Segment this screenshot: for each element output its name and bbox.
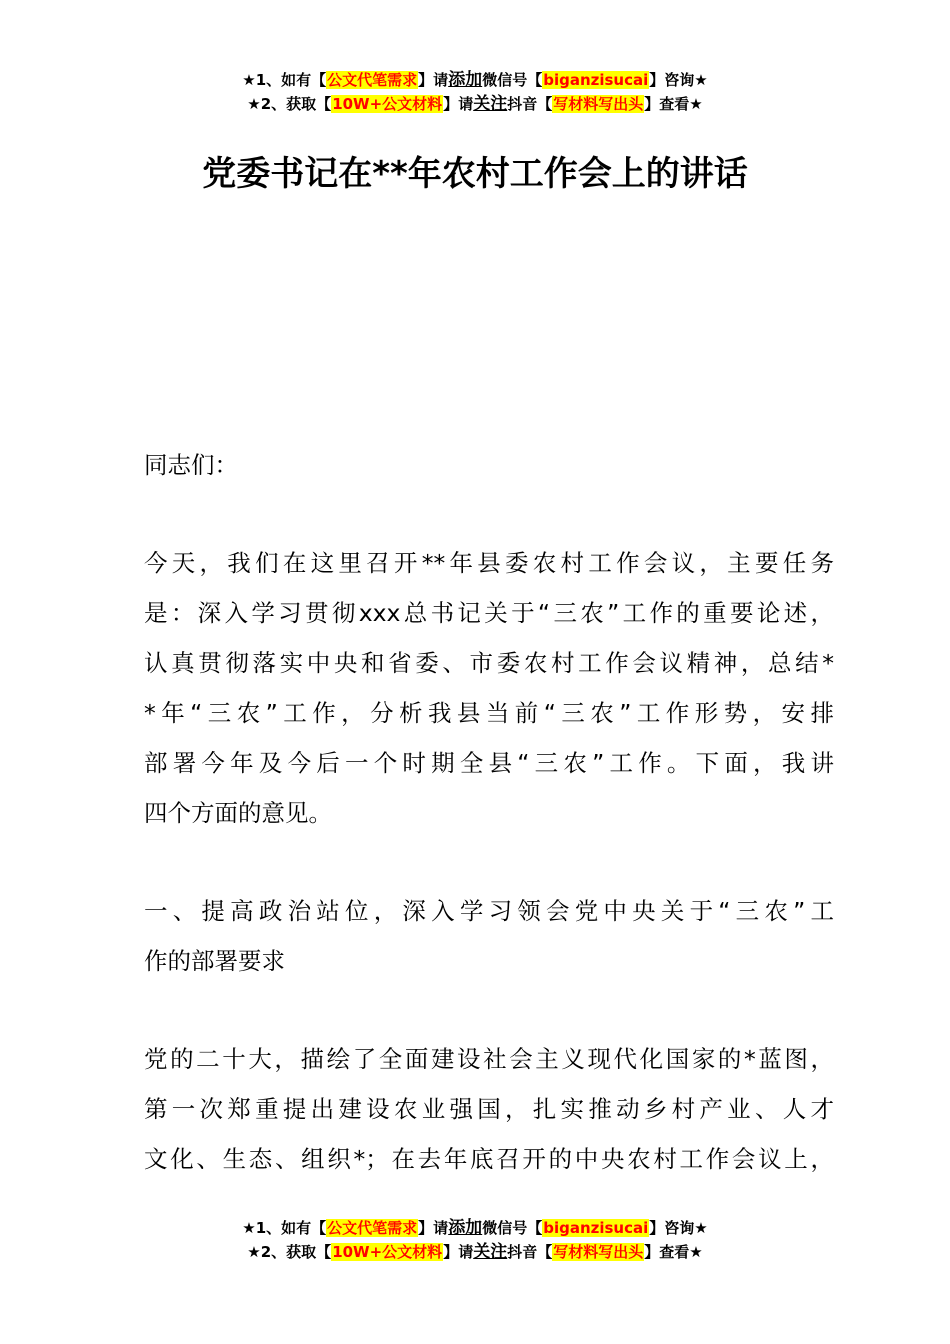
paragraph-line: 是：深入学习贯彻xxx总书记关于“三农”工作的重要论述， xyxy=(144,599,834,627)
header-banner xyxy=(0,68,950,116)
banner-text: 】查看★ xyxy=(644,1243,703,1261)
banner-text: ★2、获取【 xyxy=(247,95,332,113)
paragraph-line: 今天，我们在这里召开**年县委农村工作会议，主要任务 xyxy=(144,549,834,577)
banner-highlight: 公文代笔需求 xyxy=(327,71,418,89)
banner-text: 】查看★ xyxy=(644,95,703,113)
banner-text: 抖音【 xyxy=(507,1243,553,1261)
banner-emphasis: 添加 xyxy=(448,1218,483,1238)
footer-banner xyxy=(0,1216,950,1264)
banner-line-1 xyxy=(0,68,950,92)
paragraph-line: 党的二十大，描绘了全面建设社会主义现代化国家的*蓝图， xyxy=(144,1045,834,1073)
banner-emphasis: 关注 xyxy=(473,94,508,114)
section-heading-1 xyxy=(144,886,834,986)
banner-emphasis: 添加 xyxy=(448,70,483,90)
banner-highlight: biganzisucai xyxy=(543,1219,649,1237)
banner-highlight: 公文代笔需求 xyxy=(327,1219,418,1237)
banner-highlight: 10W+公文材料 xyxy=(332,95,443,113)
banner-highlight: 写材料写出头 xyxy=(553,1243,644,1261)
banner-text: 微信号【 xyxy=(482,1219,543,1237)
paragraph-line: 四个方面的意见。 xyxy=(144,799,332,827)
heading-line: 作的部署要求 xyxy=(144,947,285,975)
banner-text: 抖音【 xyxy=(507,95,553,113)
greeting-line: 同志们： xyxy=(144,451,238,479)
banner-highlight: 写材料写出头 xyxy=(553,95,644,113)
banner-text: 微信号【 xyxy=(482,71,543,89)
banner-text: 】请 xyxy=(418,71,449,89)
document-title: 党委书记在**年农村工作会上的讲话 xyxy=(202,154,748,194)
heading-line: 一、提高政治站位，深入学习领会党中央关于“三农”工 xyxy=(144,897,834,925)
banner-text: ★1、如有【 xyxy=(242,1219,327,1237)
paragraph-line: 文化、生态、组织*；在去年底召开的中央农村工作会议上， xyxy=(144,1145,834,1173)
banner-text: 】请 xyxy=(443,95,474,113)
banner-text: 】咨询★ xyxy=(649,1219,708,1237)
banner-text: ★1、如有【 xyxy=(242,71,327,89)
banner-text: ★2、获取【 xyxy=(247,1243,332,1261)
banner-line-2 xyxy=(0,1240,950,1264)
paragraph-section-1 xyxy=(144,1034,834,1184)
banner-text: 】请 xyxy=(418,1219,449,1237)
paragraph-line: 认真贯彻落实中央和省委、市委农村工作会议精神，总结* xyxy=(144,649,834,677)
greeting xyxy=(144,440,834,490)
banner-text: 】请 xyxy=(443,1243,474,1261)
paragraph-line: 第一次郑重提出建设农业强国，扎实推动乡村产业、人才 xyxy=(144,1095,834,1123)
banner-emphasis: 关注 xyxy=(473,1242,508,1262)
paragraph-line: *年“三农”工作，分析我县当前“三农”工作形势，安排 xyxy=(144,699,834,727)
banner-highlight: 10W+公文材料 xyxy=(332,1243,443,1261)
paragraph-line: 部署今年及今后一个时期全县“三农”工作。下面，我讲 xyxy=(144,749,834,777)
banner-highlight: biganzisucai xyxy=(543,71,649,89)
paragraph-intro xyxy=(144,538,834,838)
banner-line-1 xyxy=(0,1216,950,1240)
banner-text: 】咨询★ xyxy=(649,71,708,89)
banner-line-2 xyxy=(0,92,950,116)
